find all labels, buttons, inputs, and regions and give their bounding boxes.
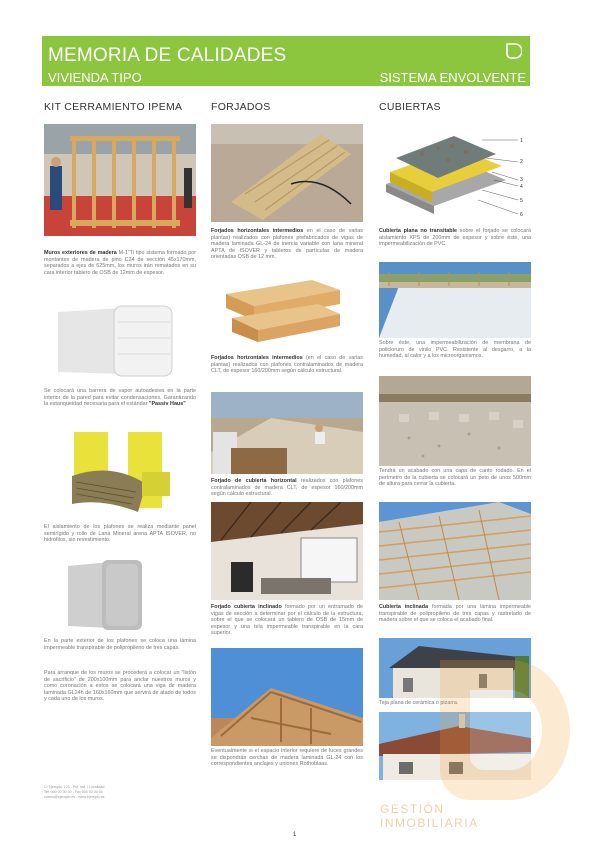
floor-slab-clt-description: Forjados horizontales intermedios (en el caso de varias plantas) realizados con plafones contralaminados de madera CLT, de espesor 160/200mm según cálculo estructural. bbox=[211, 355, 363, 375]
watermark-text: GESTIÓN INMOBILIARIA bbox=[380, 802, 479, 830]
vapor-barrier-roll-photo bbox=[52, 302, 177, 380]
column-title-middle: FORJADOS bbox=[211, 101, 271, 113]
gravel-finish-description: Tendrá un acabado con una capa de canto rodado. En el perímetro de la cubierta se colocará un peto de unos 500mm de altura para cerrar la cubierta. bbox=[379, 468, 531, 488]
roof-truss-photo bbox=[211, 648, 363, 746]
timber-frame-wall-photo bbox=[44, 124, 196, 236]
mineral-wool-photo bbox=[72, 432, 176, 516]
membrane-description: En la parte exterior de los plafones se coloca una lámina impermeable transpirable de polipropileno de tres capas. bbox=[44, 638, 196, 651]
column-title-left: KIT CERRAMIENTO IPEMA bbox=[44, 101, 183, 113]
insulation-description: El aislamiento de los plafones se realiza mediante panel semirígido y rollo de Lana Mineral arena APTA ISOVER, no hidrófilos, sin revestimiento. bbox=[44, 524, 196, 544]
truss-description: Eventualmente si el espacio interior requiere de luces grandes se dispondrán cerchas de madera laminada GL-24 con los correspondientes anclajes y uniones Rothoblaas. bbox=[211, 748, 363, 768]
prefab-floor-panel-photo bbox=[211, 124, 363, 222]
diagram-label-5: 5 bbox=[520, 198, 523, 204]
flat-roof-construction-photo bbox=[211, 392, 363, 474]
company-contact-info: C/ Ejemplo, 123 - Pol. Ind. / Localidad Tel. 000 00 00 00 - Fax 000 00 00 00 correo@ejemplo.es - www.ejemplo.es bbox=[44, 785, 105, 799]
pvc-membrane-description: Sobre éste, una impermeabilización de membrana de policloruro de vinilo PVC. Resistente al desgarro, a la humedad, al calor y a los microorganismos. bbox=[379, 340, 531, 360]
roof-battens-photo bbox=[379, 502, 531, 600]
flat-roof-description: Cubierta plana no transitable sobre el forjado se colocará aislamiento XPS de 200mm de espesor y sobre éste, una impermeabilización de PVC. bbox=[379, 228, 531, 248]
subtitle-right: SISTEMA ENVOLVENTE bbox=[379, 70, 526, 85]
brand-logo-icon bbox=[504, 41, 522, 61]
floor-slab-prefab-description: Forjados horizontales intermedios en el caso de varias plantas) realizados con plafones prefabricados de vigas de madera laminada GL-24 de inercia variable con lana mineral APTA de ISOVER y tableros de partículas de madera orientadas OSB de 12 mm. bbox=[211, 228, 364, 261]
watermark-logo-icon bbox=[430, 650, 580, 810]
diagram-label-1: 1 bbox=[520, 138, 523, 144]
flat-roof-section-diagram bbox=[382, 124, 528, 222]
diagram-label-6: 6 bbox=[520, 212, 523, 218]
vapor-barrier-description: Se colocará una barrera de vapor autoadesiva en la parte interior de la pared para evitar condensaciones. Garantizando la estanqueidad necesaria para el estándar "Passiv Haus" bbox=[44, 388, 196, 408]
diagram-label-3: 3 bbox=[520, 177, 523, 183]
inclined-roof-description: Cubierta inclinada formada por una lámina impermeable transpirable de polipropileno de tres capas y rastrelado de madera sobre el que se coloca el acabado final. bbox=[379, 604, 532, 624]
gravel-roof-photo bbox=[379, 376, 531, 466]
column-title-right: CUBIERTAS bbox=[379, 101, 441, 113]
diagram-label-4: 4 bbox=[520, 184, 523, 190]
tile-description: Teja plana de cerámica o pizarra. bbox=[379, 700, 459, 706]
header-banner bbox=[42, 36, 530, 86]
pvc-membrane-roof-photo bbox=[379, 262, 531, 338]
interior-inclined-ceiling-photo bbox=[211, 502, 363, 600]
page-number: 1 bbox=[293, 832, 297, 838]
subtitle-left: VIVIENDA TIPO bbox=[48, 70, 142, 85]
inclined-roof-slab-description: Forjado cubierta inclinado formado por un entramado de vigas de sección a determinar por el cálculo de la estructura, sobre el que se colocará un tablero de OSB de 15mm de espesor y una tela impermeable transpirable en la cara superior. bbox=[211, 604, 363, 637]
breathable-membrane-roll-photo bbox=[66, 560, 146, 630]
flat-roof-slab-description: Forjado de cubierta horizontal realizados con plafones contralaminados de madera CLT, de espesor 160/200mm según cálculo estructural. bbox=[211, 478, 363, 498]
page-title: MEMORIA DE CALIDADES bbox=[48, 45, 287, 66]
walls-description: Muros exteriores de madera M-1"Ti tipo sistema formado por montantes de madera de pino C24 de sección 45x170mm, separados a ejes de 625mm, los muros irán rematados en su cara interior tablero de OSB de 12mm de espesor. bbox=[44, 250, 197, 276]
wall-base-description: Para arranque de los muros se procederá a colocar un "listón de sacrificio" de 200x100mm para anclar nuestros muros y como coronación a estos se colocará una viga de madera laminada GL24h de 160x160mm que servirá de atado de todos y cada uno de los muros. bbox=[44, 670, 196, 703]
clt-panel-photo bbox=[222, 276, 342, 348]
diagram-label-2: 2 bbox=[520, 159, 523, 165]
